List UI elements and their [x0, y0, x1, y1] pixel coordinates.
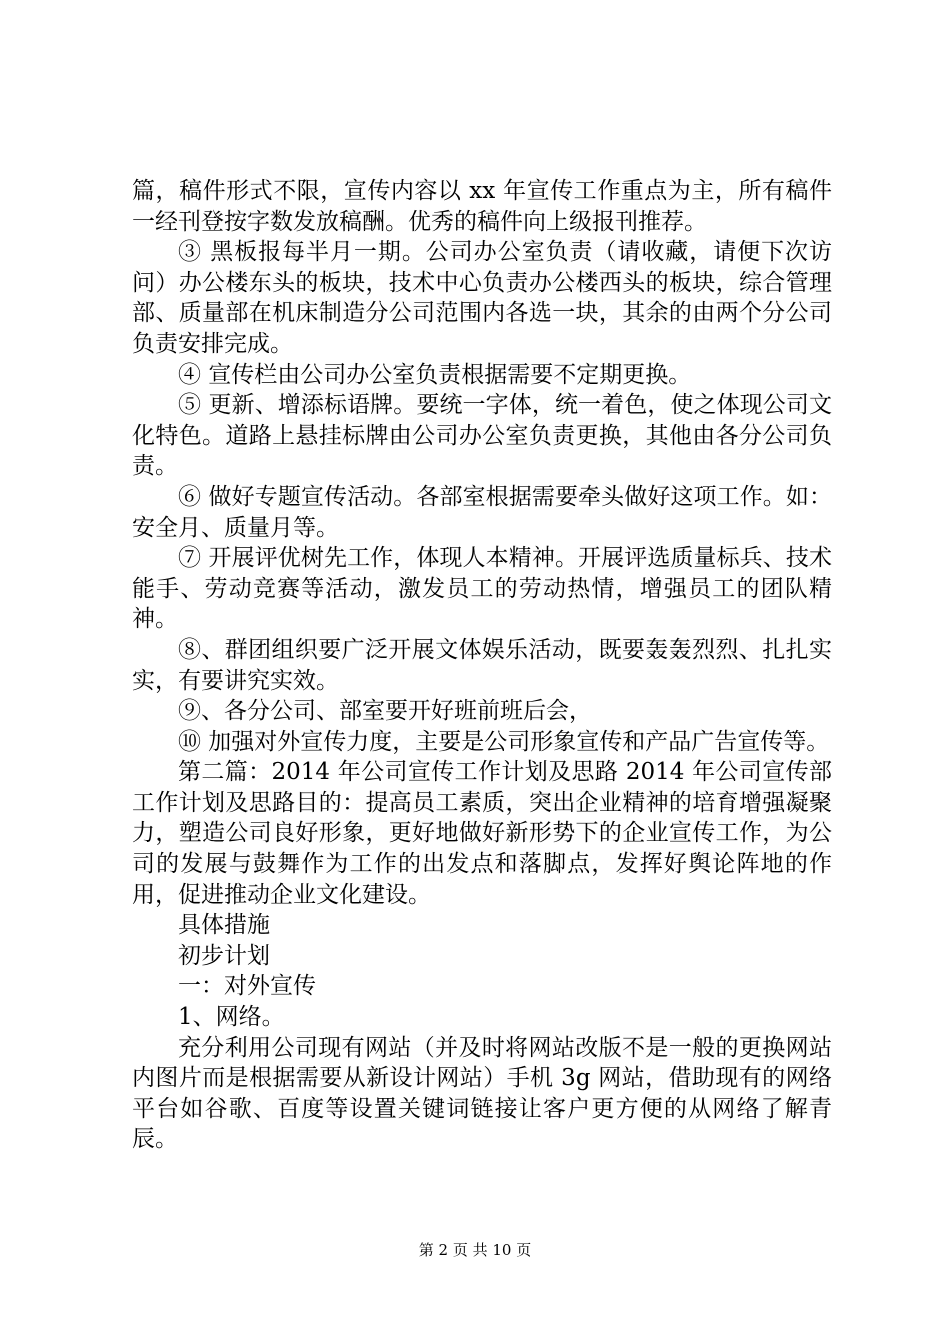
- paragraph: ⑨、各分公司、部室要开好班前班后会，: [178, 698, 592, 725]
- paragraph: ⑧、群团组织要广泛开展文体娱乐活动，既要轰轰烈烈、扎扎实实，有要讲究实效。: [132, 636, 832, 694]
- paragraph: ⑤ 更新、增添标语牌。要统一字体，统一着色，使之体现公司文化特色。道路上悬挂标牌由公司办公室负责更换，其他由各分公司负责。: [132, 392, 832, 480]
- paragraph: 第二篇：2014 年公司宣传工作计划及思路 2014 年公司宣传部工作计划及思路目的：提高员工素质，突出企业精神的培育增强凝聚力，塑造公司良好形象，更好地做好新形势下的企业宣传工作，为公司的发展与鼓舞作为工作的出发点和落脚点，发挥好舆论阵地的作用，促进推动企业文化建设。: [132, 759, 832, 908]
- paragraph: 篇，稿件形式不限，宣传内容以 xx 年宣传工作重点为主，所有稿件一经刊登按字数发放稿酬。优秀的稿件向上级报刊推荐。: [132, 178, 832, 235]
- paragraph: 充分利用公司现有网站（并及时将网站改版不是一般的更换网站内图片而是根据需要从新设计网站）手机 3g 网站，借助现有的网络平台如谷歌、百度等设置关键词链接让客户更方便的从网络了解青辰。: [132, 1034, 832, 1153]
- paragraph: ③ 黑板报每半月一期。公司办公室负责（请收藏，请便下次访问）办公楼东头的板块，技术中心负责办公楼西头的板块，综合管理部、质量部在机床制造分公司范围内各选一块，其余的由两个分公司负责安排完成。: [132, 239, 832, 357]
- page-footer: 第 2 页 共 10 页: [418, 1241, 532, 1259]
- paragraph: 一：对外宣传: [178, 973, 316, 1000]
- paragraph: 1、网络。: [178, 1004, 285, 1031]
- paragraph: 初步计划: [178, 942, 270, 969]
- paragraph: 具体措施: [178, 912, 270, 939]
- paragraph: ⑩ 加强对外宣传力度，主要是公司形象宣传和产品广告宣传等。: [178, 728, 830, 755]
- paragraph: ④ 宣传栏由公司办公室负责根据需要不定期更换。: [178, 361, 692, 388]
- document-body: [132, 176, 832, 1155]
- paragraph: ⑥ 做好专题宣传活动。各部室根据需要牵头做好这项工作。如：安全月、质量月等。: [132, 483, 832, 541]
- paragraph: ⑦ 开展评优树先工作，体现人本精神。开展评选质量标兵、技术能手、劳动竞赛等活动，激发员工的劳动热情，增强员工的团队精神。: [132, 545, 832, 633]
